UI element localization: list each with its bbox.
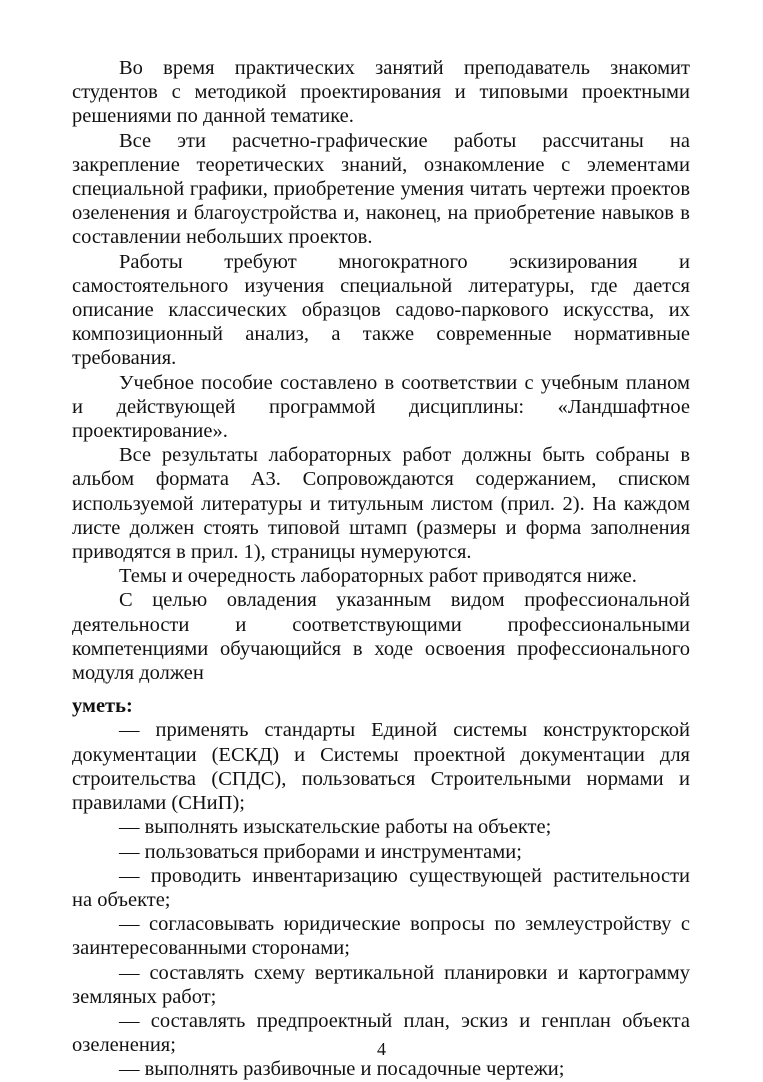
- skill-item: — согласовывать юридические вопросы по землеустройству с заинтересованными сторонами;: [72, 913, 690, 960]
- skill-item: — проводить инвентаризацию существующей растительности на объекте;: [72, 864, 690, 911]
- skill-item: — выполнять разбивочные и посадочные чертежи;: [119, 1058, 565, 1081]
- paragraph-sketching: Работы требуют многократного эскизирования и самостоятельного изучения специальной литературы, где дается описание классических образцов садово-паркового искусства, их композиционный анализ, а также современные нормативные требования.: [72, 250, 690, 370]
- skills-heading: уметь:: [72, 695, 133, 718]
- paragraph-curriculum: Учебное пособие составлено в соответствии с учебным планом и действующей программой дисциплины: «Ландшафтное проектирование».: [72, 371, 690, 443]
- skill-item: — применять стандарты Единой системы конструкторской документации (ЕСКД) и Системы проектной документации для строительства (СПДС), пользоваться Строительными нормами и правилами (СНиП);: [72, 719, 690, 815]
- page-number: 4: [377, 1039, 386, 1059]
- paragraph-practical-classes: Во время практических занятий преподаватель знакомит студентов с методикой проектирования и типовыми проектными решениями по данной тематике.: [72, 57, 690, 128]
- paragraph-topics: Темы и очередность лабораторных работ приводятся ниже.: [119, 565, 637, 588]
- paragraph-competencies: С целью овладения указанным видом профессиональной деятельности и соответствующими профессиональными компетенциями обучающийся в ходе освоения профессионального модуля должен: [72, 589, 690, 685]
- skill-item: — пользоваться приборами и инструментами;: [119, 840, 522, 863]
- skill-item: — выполнять изыскательские работы на объекте;: [119, 816, 552, 839]
- body-text: [72, 56, 690, 1082]
- skill-item: — составлять схему вертикальной планировки и картограмму земляных работ;: [72, 961, 690, 1008]
- paragraph-graphic-works: Все эти расчетно-графические работы рассчитаны на закрепление теоретических знаний, ознакомление с элементами специальной графики, приобретение умения читать чертежи проектов озеленения и благоустройства и, наконец, на приобретение навыков в составлении небольших проектов.: [72, 129, 690, 249]
- skill-item: — составлять предпроектный план, эскиз и генплан объекта озеленения;: [72, 1009, 690, 1057]
- paragraph-album-requirements: Все результаты лабораторных работ должны быть собраны в альбом формата А3. Сопровождаются содержанием, списком используемой литературы и титульным листом (прил. 2). На каждом листе должен стоять типовой штамп (размеры и форма заполнения приводятся в прил. 1), страницы нумеруются.: [72, 444, 690, 564]
